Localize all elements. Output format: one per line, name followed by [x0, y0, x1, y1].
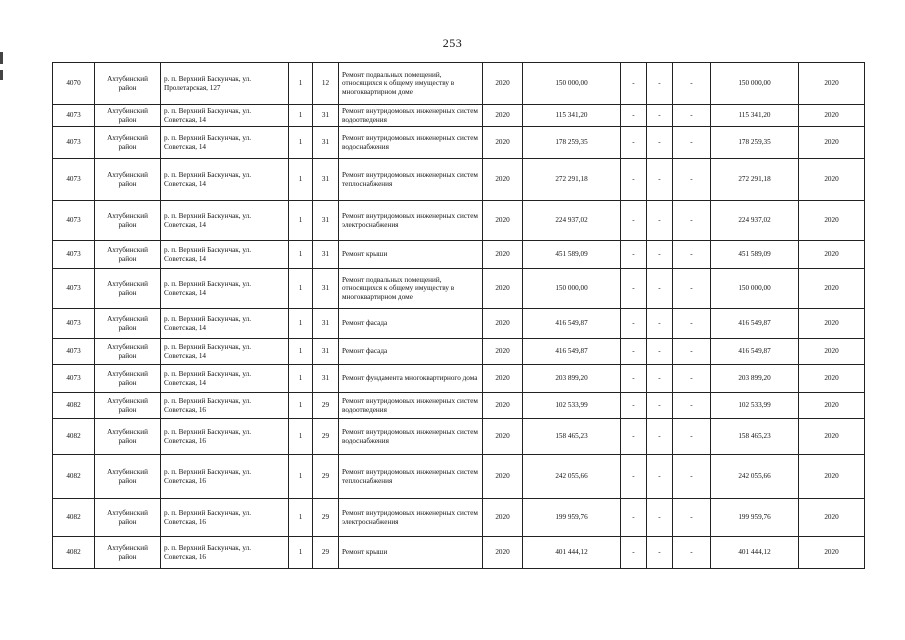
- district-cell: Ахтубинский район: [95, 339, 161, 365]
- total-cost-cell: 451 589,09: [711, 241, 799, 269]
- address-cell: р. п. Верхний Баскунчак, ул. Советская, 16: [161, 499, 289, 537]
- district-cell: Ахтубинский район: [95, 365, 161, 393]
- cost-cell: 178 259,35: [523, 127, 621, 159]
- fund-column-1-cell: -: [621, 419, 647, 455]
- address-cell: р. п. Верхний Баскунчак, ул. Советская, 14: [161, 241, 289, 269]
- fund-column-1-cell: -: [621, 365, 647, 393]
- apartments-cell: 29: [313, 455, 339, 499]
- fund-column-1-cell: -: [621, 201, 647, 241]
- completion-year-cell: 2020: [799, 241, 865, 269]
- total-cost-cell: 224 937,02: [711, 201, 799, 241]
- apartments-cell: 31: [313, 201, 339, 241]
- work-type-cell: Ремонт внутридомовых инженерных систем водоотведения: [339, 105, 483, 127]
- total-cost-cell: 115 341,20: [711, 105, 799, 127]
- quantity-cell: 1: [289, 393, 313, 419]
- fund-column-2-cell: -: [647, 393, 673, 419]
- table-row: [53, 63, 865, 105]
- quantity-cell: 1: [289, 269, 313, 309]
- fund-column-2-cell: -: [647, 499, 673, 537]
- district-cell: Ахтубинский район: [95, 419, 161, 455]
- table-row: [53, 269, 865, 309]
- fund-column-2-cell: -: [647, 105, 673, 127]
- total-cost-cell: 272 291,18: [711, 159, 799, 201]
- apartments-cell: 31: [313, 127, 339, 159]
- object-number-cell: 4082: [53, 537, 95, 569]
- district-cell: Ахтубинский район: [95, 455, 161, 499]
- apartments-cell: 31: [313, 241, 339, 269]
- object-number-cell: 4073: [53, 309, 95, 339]
- completion-year-cell: 2020: [799, 127, 865, 159]
- fund-column-1-cell: -: [621, 499, 647, 537]
- address-cell: р. п. Верхний Баскунчак, ул. Советская, 14: [161, 201, 289, 241]
- cost-cell: 224 937,02: [523, 201, 621, 241]
- work-type-cell: Ремонт внутридомовых инженерных систем водоотведения: [339, 393, 483, 419]
- fund-column-2-cell: -: [647, 309, 673, 339]
- total-cost-cell: 199 959,76: [711, 499, 799, 537]
- work-type-cell: Ремонт внутридомовых инженерных систем теплоснабжения: [339, 455, 483, 499]
- district-cell: Ахтубинский район: [95, 63, 161, 105]
- work-type-cell: Ремонт внутридомовых инженерных систем электроснабжения: [339, 201, 483, 241]
- completion-year-cell: 2020: [799, 339, 865, 365]
- fund-column-2-cell: -: [647, 419, 673, 455]
- object-number-cell: 4073: [53, 105, 95, 127]
- cost-cell: 416 549,87: [523, 309, 621, 339]
- address-cell: р. п. Верхний Баскунчак, ул. Советская, 14: [161, 105, 289, 127]
- cost-cell: 115 341,20: [523, 105, 621, 127]
- quantity-cell: 1: [289, 127, 313, 159]
- year-cell: 2020: [483, 309, 523, 339]
- object-number-cell: 4073: [53, 127, 95, 159]
- address-cell: р. п. Верхний Баскунчак, ул. Советская, 14: [161, 127, 289, 159]
- apartments-cell: 31: [313, 365, 339, 393]
- district-cell: Ахтубинский район: [95, 127, 161, 159]
- scan-margin-mark: [0, 70, 3, 80]
- table-row: [53, 127, 865, 159]
- total-cost-cell: 416 549,87: [711, 309, 799, 339]
- total-cost-cell: 150 000,00: [711, 63, 799, 105]
- completion-year-cell: 2020: [799, 419, 865, 455]
- fund-column-3-cell: -: [673, 127, 711, 159]
- cost-cell: 416 549,87: [523, 339, 621, 365]
- completion-year-cell: 2020: [799, 455, 865, 499]
- apartments-cell: 31: [313, 339, 339, 365]
- quantity-cell: 1: [289, 455, 313, 499]
- apartments-cell: 29: [313, 537, 339, 569]
- total-cost-cell: 242 055,66: [711, 455, 799, 499]
- page-number: 253: [442, 36, 463, 50]
- completion-year-cell: 2020: [799, 499, 865, 537]
- address-cell: р. п. Верхний Баскунчак, ул. Пролетарская, 127: [161, 63, 289, 105]
- fund-column-3-cell: -: [673, 365, 711, 393]
- table-row: [53, 201, 865, 241]
- quantity-cell: 1: [289, 63, 313, 105]
- district-cell: Ахтубинский район: [95, 269, 161, 309]
- fund-column-1-cell: -: [621, 339, 647, 365]
- fund-column-3-cell: -: [673, 201, 711, 241]
- table-row: [53, 499, 865, 537]
- apartments-cell: 31: [313, 309, 339, 339]
- quantity-cell: 1: [289, 499, 313, 537]
- completion-year-cell: 2020: [799, 159, 865, 201]
- completion-year-cell: 2020: [799, 537, 865, 569]
- cost-cell: 150 000,00: [523, 63, 621, 105]
- completion-year-cell: 2020: [799, 365, 865, 393]
- fund-column-3-cell: -: [673, 105, 711, 127]
- district-cell: Ахтубинский район: [95, 105, 161, 127]
- fund-column-3-cell: -: [673, 309, 711, 339]
- cost-cell: 203 899,20: [523, 365, 621, 393]
- cost-cell: 150 000,00: [523, 269, 621, 309]
- table-row: [53, 309, 865, 339]
- quantity-cell: 1: [289, 365, 313, 393]
- completion-year-cell: 2020: [799, 105, 865, 127]
- fund-column-1-cell: -: [621, 309, 647, 339]
- year-cell: 2020: [483, 269, 523, 309]
- fund-column-1-cell: -: [621, 63, 647, 105]
- work-type-cell: Ремонт фундамента многоквартирного дома: [339, 365, 483, 393]
- total-cost-cell: 401 444,12: [711, 537, 799, 569]
- work-type-cell: Ремонт фасада: [339, 309, 483, 339]
- object-number-cell: 4082: [53, 393, 95, 419]
- object-number-cell: 4073: [53, 365, 95, 393]
- year-cell: 2020: [483, 419, 523, 455]
- work-type-cell: Ремонт внутридомовых инженерных систем теплоснабжения: [339, 159, 483, 201]
- district-cell: Ахтубинский район: [95, 499, 161, 537]
- completion-year-cell: 2020: [799, 201, 865, 241]
- object-number-cell: 4073: [53, 241, 95, 269]
- fund-column-3-cell: -: [673, 537, 711, 569]
- address-cell: р. п. Верхний Баскунчак, ул. Советская, 14: [161, 309, 289, 339]
- work-type-cell: Ремонт фасада: [339, 339, 483, 365]
- fund-column-1-cell: -: [621, 393, 647, 419]
- fund-column-1-cell: -: [621, 127, 647, 159]
- year-cell: 2020: [483, 105, 523, 127]
- capital-repair-table: [52, 62, 865, 569]
- fund-column-2-cell: -: [647, 455, 673, 499]
- cost-cell: 158 465,23: [523, 419, 621, 455]
- object-number-cell: 4082: [53, 419, 95, 455]
- year-cell: 2020: [483, 455, 523, 499]
- apartments-cell: 29: [313, 499, 339, 537]
- cost-cell: 401 444,12: [523, 537, 621, 569]
- completion-year-cell: 2020: [799, 63, 865, 105]
- address-cell: р. п. Верхний Баскунчак, ул. Советская, 16: [161, 537, 289, 569]
- completion-year-cell: 2020: [799, 309, 865, 339]
- cost-cell: 102 533,99: [523, 393, 621, 419]
- apartments-cell: 29: [313, 419, 339, 455]
- scan-margin-mark: [0, 52, 3, 64]
- year-cell: 2020: [483, 393, 523, 419]
- year-cell: 2020: [483, 201, 523, 241]
- object-number-cell: 4082: [53, 499, 95, 537]
- quantity-cell: 1: [289, 105, 313, 127]
- year-cell: 2020: [483, 365, 523, 393]
- fund-column-3-cell: -: [673, 455, 711, 499]
- year-cell: 2020: [483, 159, 523, 201]
- fund-column-2-cell: -: [647, 159, 673, 201]
- quantity-cell: 1: [289, 159, 313, 201]
- fund-column-2-cell: -: [647, 339, 673, 365]
- work-type-cell: Ремонт внутридомовых инженерных систем водоснабжения: [339, 419, 483, 455]
- table-row: [53, 365, 865, 393]
- district-cell: Ахтубинский район: [95, 393, 161, 419]
- table-body: [53, 63, 865, 569]
- work-type-cell: Ремонт подвальных помещений, относящихся к общему имуществу в многоквартирном доме: [339, 63, 483, 105]
- quantity-cell: 1: [289, 339, 313, 365]
- year-cell: 2020: [483, 537, 523, 569]
- fund-column-2-cell: -: [647, 241, 673, 269]
- fund-column-2-cell: -: [647, 63, 673, 105]
- table-row: [53, 455, 865, 499]
- fund-column-1-cell: -: [621, 537, 647, 569]
- district-cell: Ахтубинский район: [95, 159, 161, 201]
- fund-column-1-cell: -: [621, 159, 647, 201]
- quantity-cell: 1: [289, 537, 313, 569]
- work-type-cell: Ремонт внутридомовых инженерных систем водоснабжения: [339, 127, 483, 159]
- table-row: [53, 241, 865, 269]
- work-type-cell: Ремонт внутридомовых инженерных систем электроснабжения: [339, 499, 483, 537]
- fund-column-3-cell: -: [673, 269, 711, 309]
- address-cell: р. п. Верхний Баскунчак, ул. Советская, 14: [161, 269, 289, 309]
- work-type-cell: Ремонт крыши: [339, 241, 483, 269]
- fund-column-3-cell: -: [673, 419, 711, 455]
- total-cost-cell: 150 000,00: [711, 269, 799, 309]
- address-cell: р. п. Верхний Баскунчак, ул. Советская, 14: [161, 339, 289, 365]
- address-cell: р. п. Верхний Баскунчак, ул. Советская, 14: [161, 159, 289, 201]
- year-cell: 2020: [483, 339, 523, 365]
- table-row: [53, 105, 865, 127]
- cost-cell: 451 589,09: [523, 241, 621, 269]
- fund-column-3-cell: -: [673, 241, 711, 269]
- object-number-cell: 4073: [53, 269, 95, 309]
- district-cell: Ахтубинский район: [95, 241, 161, 269]
- apartments-cell: 31: [313, 269, 339, 309]
- fund-column-3-cell: -: [673, 63, 711, 105]
- object-number-cell: 4073: [53, 201, 95, 241]
- total-cost-cell: 102 533,99: [711, 393, 799, 419]
- apartments-cell: 29: [313, 393, 339, 419]
- table-row: [53, 159, 865, 201]
- cost-cell: 199 959,76: [523, 499, 621, 537]
- fund-column-1-cell: -: [621, 455, 647, 499]
- address-cell: р. п. Верхний Баскунчак, ул. Советская, 16: [161, 393, 289, 419]
- cost-cell: 242 055,66: [523, 455, 621, 499]
- fund-column-1-cell: -: [621, 105, 647, 127]
- fund-column-3-cell: -: [673, 339, 711, 365]
- address-cell: р. п. Верхний Баскунчак, ул. Советская, 14: [161, 365, 289, 393]
- table-row: [53, 393, 865, 419]
- cost-cell: 272 291,18: [523, 159, 621, 201]
- work-type-cell: Ремонт подвальных помещений, относящихся к общему имуществу в многоквартирном доме: [339, 269, 483, 309]
- address-cell: р. п. Верхний Баскунчак, ул. Советская, 16: [161, 419, 289, 455]
- year-cell: 2020: [483, 499, 523, 537]
- fund-column-2-cell: -: [647, 201, 673, 241]
- fund-column-3-cell: -: [673, 159, 711, 201]
- work-type-cell: Ремонт крыши: [339, 537, 483, 569]
- object-number-cell: 4070: [53, 63, 95, 105]
- apartments-cell: 31: [313, 105, 339, 127]
- fund-column-3-cell: -: [673, 499, 711, 537]
- table-row: [53, 419, 865, 455]
- total-cost-cell: 203 899,20: [711, 365, 799, 393]
- year-cell: 2020: [483, 241, 523, 269]
- fund-column-1-cell: -: [621, 269, 647, 309]
- district-cell: Ахтубинский район: [95, 309, 161, 339]
- quantity-cell: 1: [289, 419, 313, 455]
- table-row: [53, 339, 865, 365]
- object-number-cell: 4073: [53, 339, 95, 365]
- quantity-cell: 1: [289, 309, 313, 339]
- quantity-cell: 1: [289, 201, 313, 241]
- object-number-cell: 4082: [53, 455, 95, 499]
- address-cell: р. п. Верхний Баскунчак, ул. Советская, 16: [161, 455, 289, 499]
- year-cell: 2020: [483, 63, 523, 105]
- total-cost-cell: 178 259,35: [711, 127, 799, 159]
- fund-column-2-cell: -: [647, 537, 673, 569]
- apartments-cell: 31: [313, 159, 339, 201]
- fund-column-2-cell: -: [647, 365, 673, 393]
- fund-column-3-cell: -: [673, 393, 711, 419]
- year-cell: 2020: [483, 127, 523, 159]
- completion-year-cell: 2020: [799, 269, 865, 309]
- total-cost-cell: 416 549,87: [711, 339, 799, 365]
- object-number-cell: 4073: [53, 159, 95, 201]
- fund-column-1-cell: -: [621, 241, 647, 269]
- fund-column-2-cell: -: [647, 127, 673, 159]
- district-cell: Ахтубинский район: [95, 201, 161, 241]
- quantity-cell: 1: [289, 241, 313, 269]
- table-row: [53, 537, 865, 569]
- fund-column-2-cell: -: [647, 269, 673, 309]
- district-cell: Ахтубинский район: [95, 537, 161, 569]
- total-cost-cell: 158 465,23: [711, 419, 799, 455]
- apartments-cell: 12: [313, 63, 339, 105]
- completion-year-cell: 2020: [799, 393, 865, 419]
